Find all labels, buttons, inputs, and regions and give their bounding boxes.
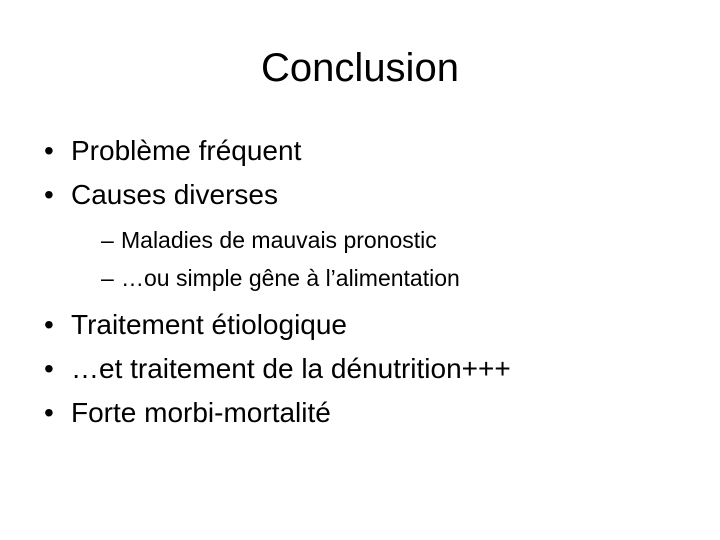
sub-item — [101, 264, 460, 292]
bullet-item — [44, 178, 278, 212]
bullet-item — [44, 308, 347, 342]
bullet-item — [44, 396, 331, 430]
sub-item — [101, 226, 437, 254]
sub-symbol: – — [101, 227, 114, 253]
sub-symbol: – — [101, 265, 114, 291]
bullet-symbol: • — [44, 179, 54, 210]
bullet-symbol: • — [44, 353, 54, 384]
sub-text: …ou simple gêne à l’alimentation — [121, 265, 460, 291]
bullet-item — [44, 352, 511, 386]
bullet-text: Traitement étiologique — [71, 309, 348, 340]
bullet-symbol: • — [44, 309, 54, 340]
bullet-text: Forte morbi-mortalité — [71, 397, 331, 428]
bullet-item — [44, 134, 301, 168]
bullet-text: Causes diverses — [71, 179, 278, 210]
slide-title: Conclusion — [261, 46, 459, 90]
bullet-text: …et traitement de la dénutrition+++ — [71, 353, 511, 384]
bullet-text: Problème fréquent — [71, 135, 302, 166]
bullet-symbol: • — [44, 135, 54, 166]
sub-text: Maladies de mauvais pronostic — [121, 227, 437, 253]
bullet-symbol: • — [44, 397, 54, 428]
